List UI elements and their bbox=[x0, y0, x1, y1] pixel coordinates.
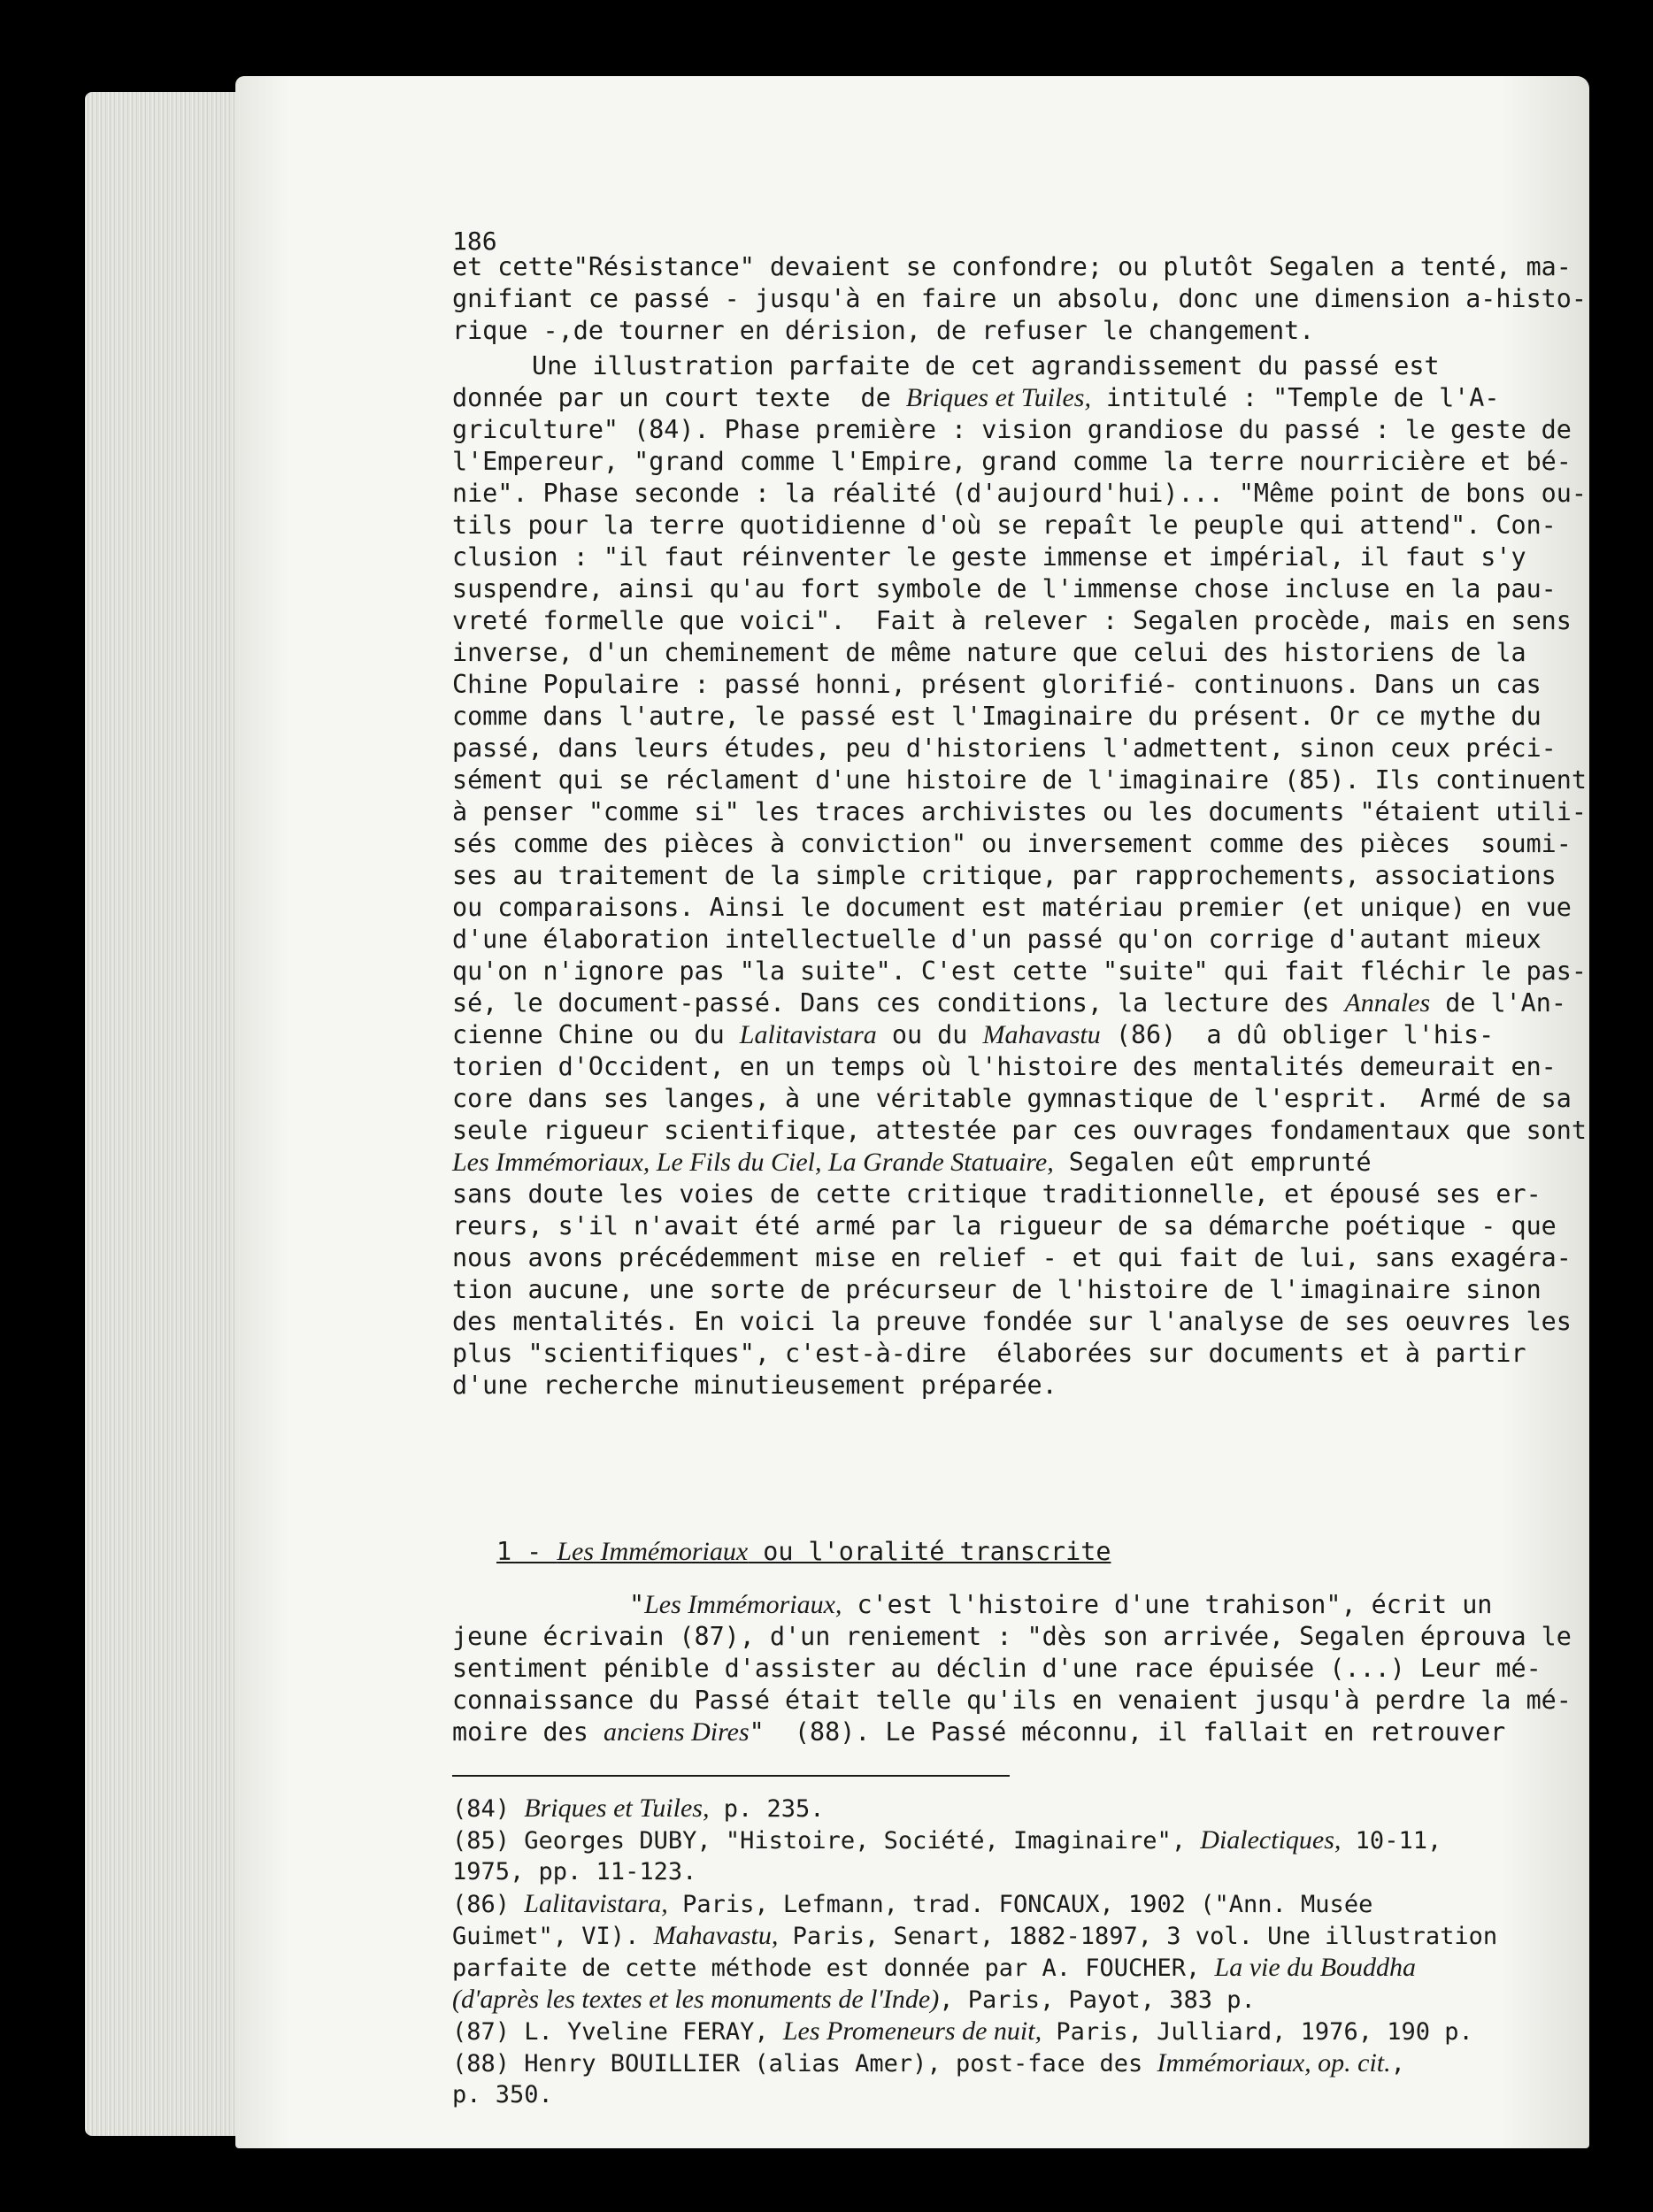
footnote-87 bbox=[452, 2016, 1473, 2048]
text-line: gnifiant ce passé - jusqu'à en faire un absolu, donc une dimension a-histo- bbox=[452, 284, 1587, 313]
text-span: Paris, Julliard, 1976, 190 p. bbox=[1042, 2018, 1473, 2046]
text-line: Chine Populaire : passé honni, présent glorifié- continuons. Dans un cas bbox=[452, 670, 1542, 699]
book-title: Mahavastu bbox=[982, 1020, 1101, 1049]
text-line: comme dans l'autre, le passé est l'Imaginaire du présent. Or ce mythe du bbox=[452, 702, 1542, 731]
text-span: Paris, Senart, 1882-1897, 3 vol. Une illustration bbox=[778, 1923, 1498, 1950]
text-span: " bbox=[629, 1590, 645, 1619]
text-span: Segalen eût emprunté bbox=[1053, 1148, 1372, 1177]
text-line: nie". Phase seconde : la réalité (d'aujourd'hui)... "Même point de bons ou- bbox=[452, 479, 1587, 508]
text-line: ses au traitement de la simple critique, par rapprochements, associations bbox=[452, 861, 1557, 890]
section-title-rest: ou l'oralité transcrite bbox=[748, 1537, 1111, 1566]
text-line: ou comparaisons. Ainsi le document est matériau premier (et unique) en vue bbox=[452, 893, 1572, 922]
text-span: ou du bbox=[876, 1020, 983, 1049]
quoted-title: anciens Dires bbox=[603, 1717, 750, 1747]
text-line: qu'on n'ignore pas "la suite". C'est cette "suite" qui fait fléchir le pas- bbox=[452, 956, 1587, 986]
text-line bbox=[452, 382, 1499, 414]
footnote-88-cont: p. 350. bbox=[452, 2081, 553, 2108]
text-line bbox=[452, 987, 1566, 1019]
text-span: Paris, Lefmann, trad. FONCAUX, 1902 ("Ann. Musée bbox=[667, 1891, 1373, 1918]
text-line: Une illustration parfaite de cet agrandissement du passé est bbox=[532, 351, 1440, 380]
book-title: Briques et Tuiles, bbox=[524, 1793, 710, 1823]
text-line: core dans ses langes, à une véritable gymnastique de l'esprit. Armé de sa bbox=[452, 1084, 1572, 1113]
text-line: des mentalités. En voici la preuve fondée sur l'analyse de ses oeuvres les bbox=[452, 1307, 1572, 1336]
book-title: Immémoriaux, op. cit. bbox=[1157, 2048, 1391, 2078]
text-span: , Paris, Payot, 383 p. bbox=[939, 1986, 1256, 2014]
text-line: et cette"Résistance" devaient se confondre; ou plutôt Segalen a tenté, ma- bbox=[452, 252, 1572, 281]
text-line: jeune écrivain (87), d'un reniement : "dès son arrivée, Segalen éprouva le bbox=[452, 1622, 1572, 1651]
text-line: tion aucune, une sorte de précurseur de l'histoire de l'imaginaire sinon bbox=[452, 1275, 1542, 1304]
text-span: (87) L. Yveline FERAY, bbox=[452, 2018, 783, 2046]
page-edges bbox=[85, 92, 249, 2136]
text-span: de l'An- bbox=[1430, 988, 1566, 1018]
page-number: 186 bbox=[452, 227, 497, 256]
book-title: Briques et Tuiles, bbox=[905, 383, 1091, 412]
text-line: d'une élaboration intellectuelle d'un passé qu'on corrige d'autant mieux bbox=[452, 925, 1542, 954]
text-span: donnée par un court texte de bbox=[452, 383, 906, 412]
text-line bbox=[629, 1589, 1492, 1621]
book-title: Annales bbox=[1344, 988, 1431, 1018]
text-span: c'est l'histoire d'une trahison", écrit un bbox=[842, 1590, 1493, 1619]
section-number: 1 - bbox=[496, 1537, 557, 1566]
journal-title: Dialectiques, bbox=[1200, 1825, 1342, 1855]
text-span: (84) bbox=[452, 1795, 525, 1823]
book-title: Lalitavistara bbox=[739, 1020, 877, 1049]
text-span: (85) Georges DUBY, "Histoire, Société, Imaginaire", bbox=[452, 1827, 1201, 1855]
book-title: La vie du Bouddha bbox=[1214, 1953, 1417, 1982]
text-line: plus "scientifiques", c'est-à-dire élaborées sur documents et à partir bbox=[452, 1339, 1526, 1368]
section-title-italic: Les Immémoriaux bbox=[557, 1537, 749, 1566]
text-line: torien d'Occident, en un temps où l'histoire des mentalités demeurait en- bbox=[452, 1052, 1557, 1081]
footnote-86-cont bbox=[452, 1920, 1497, 1953]
footnote-divider bbox=[452, 1775, 1010, 1777]
text-line bbox=[452, 1717, 1505, 1748]
book-title: Mahavastu, bbox=[653, 1921, 779, 1950]
text-line: sans doute les voies de cette critique traditionnelle, et épousé ses er- bbox=[452, 1179, 1542, 1209]
text-line: griculture" (84). Phase première : vision grandiose du passé : le geste de bbox=[452, 415, 1572, 444]
text-span: cienne Chine ou du bbox=[452, 1020, 740, 1049]
footnote-84 bbox=[452, 1793, 825, 1825]
text-line: inverse, d'un cheminement de même nature que celui des historiens de la bbox=[452, 638, 1526, 667]
text-line: connaissance du Passé était telle qu'ils en venaient jusqu'à perdre la mé- bbox=[452, 1686, 1572, 1715]
text-line: seule rigueur scientifique, attestée par ces ouvrages fondamentaux que sont bbox=[452, 1116, 1587, 1145]
text-span: sé, le document-passé. Dans ces conditions, la lecture des bbox=[452, 988, 1345, 1018]
text-line: reurs, s'il n'avait été armé par la rigueur de sa démarche poétique - que bbox=[452, 1211, 1557, 1240]
footnote-85-cont: 1975, pp. 11-123. bbox=[452, 1858, 697, 1886]
text-span: " (88). Le Passé méconnu, il fallait en retrouver bbox=[749, 1717, 1506, 1747]
footnote-85 bbox=[452, 1824, 1442, 1857]
book-title: Lalitavistara, bbox=[524, 1889, 668, 1918]
book-title: Les Promeneurs de nuit, bbox=[782, 2016, 1042, 2046]
text-line bbox=[452, 1019, 1494, 1051]
book-subtitle: (d'après les textes et les monuments de l'Inde) bbox=[452, 1985, 940, 2014]
footnote-88 bbox=[452, 2047, 1405, 2080]
text-span: moire des bbox=[452, 1717, 604, 1747]
text-line: passé, dans leurs études, peu d'historiens l'admettent, sinon ceux préci- bbox=[452, 733, 1557, 763]
text-line: d'une recherche minutieusement préparée. bbox=[452, 1371, 1057, 1400]
text-span: (88) Henry BOUILLIER (alias Amer), post-face des bbox=[452, 2050, 1157, 2078]
text-line: sément qui se réclament d'une histoire de l'imaginaire (85). Ils continuent bbox=[452, 765, 1587, 795]
text-line: vreté formelle que voici". Fait à relever : Segalen procède, mais en sens bbox=[452, 606, 1572, 635]
footnote-86 bbox=[452, 1888, 1372, 1921]
text-span: (86) bbox=[452, 1891, 525, 1918]
book-title: Les Immémoriaux, bbox=[644, 1590, 842, 1619]
text-line bbox=[452, 1147, 1372, 1179]
text-span: intitulé : "Temple de l'A- bbox=[1090, 383, 1500, 412]
text-line: nous avons précédemment mise en relief - et qui fait de lui, sans exagéra- bbox=[452, 1243, 1572, 1272]
text-line: sés comme des pièces à conviction" ou inversement comme des pièces soumi- bbox=[452, 829, 1572, 858]
text-line: à penser "comme si" les traces archivistes ou les documents "étaient utili- bbox=[452, 797, 1587, 826]
text-span: , bbox=[1390, 2050, 1405, 2078]
text-span: (86) a dû obliger l'his- bbox=[1100, 1020, 1495, 1049]
text-line: l'Empereur, "grand comme l'Empire, grand comme la terre nourricière et bé- bbox=[452, 447, 1572, 476]
text-span: 10-11, bbox=[1341, 1827, 1442, 1855]
text-span: p. 235. bbox=[709, 1795, 825, 1823]
book bbox=[85, 76, 1589, 2148]
text-line: rique -,de tourner en dérision, de refuser le changement. bbox=[452, 316, 1315, 345]
footnote-86-cont bbox=[452, 1984, 1256, 2016]
text-line: suspendre, ainsi qu'au fort symbole de l'immense chose incluse en la pau- bbox=[452, 574, 1557, 603]
text-line: sentiment pénible d'assister au déclin d'une race épuisée (...) Leur mé- bbox=[452, 1654, 1542, 1683]
text-line: tils pour la terre quotidienne d'où se repaît le peuple qui attend". Con- bbox=[452, 511, 1557, 540]
book-title: Les Immémoriaux, Le Fils du Ciel, La Grande Statuaire, bbox=[452, 1148, 1054, 1177]
footnote-86-cont bbox=[452, 1952, 1416, 1985]
text-span: Guimet", VI). bbox=[452, 1923, 654, 1950]
text-line: clusion : "il faut réinventer le geste immense et impérial, il faut s'y bbox=[452, 542, 1526, 572]
book-page bbox=[235, 76, 1589, 2148]
section-heading bbox=[496, 1536, 1111, 1568]
text-span: parfaite de cette méthode est donnée par A. FOUCHER, bbox=[452, 1955, 1215, 1982]
